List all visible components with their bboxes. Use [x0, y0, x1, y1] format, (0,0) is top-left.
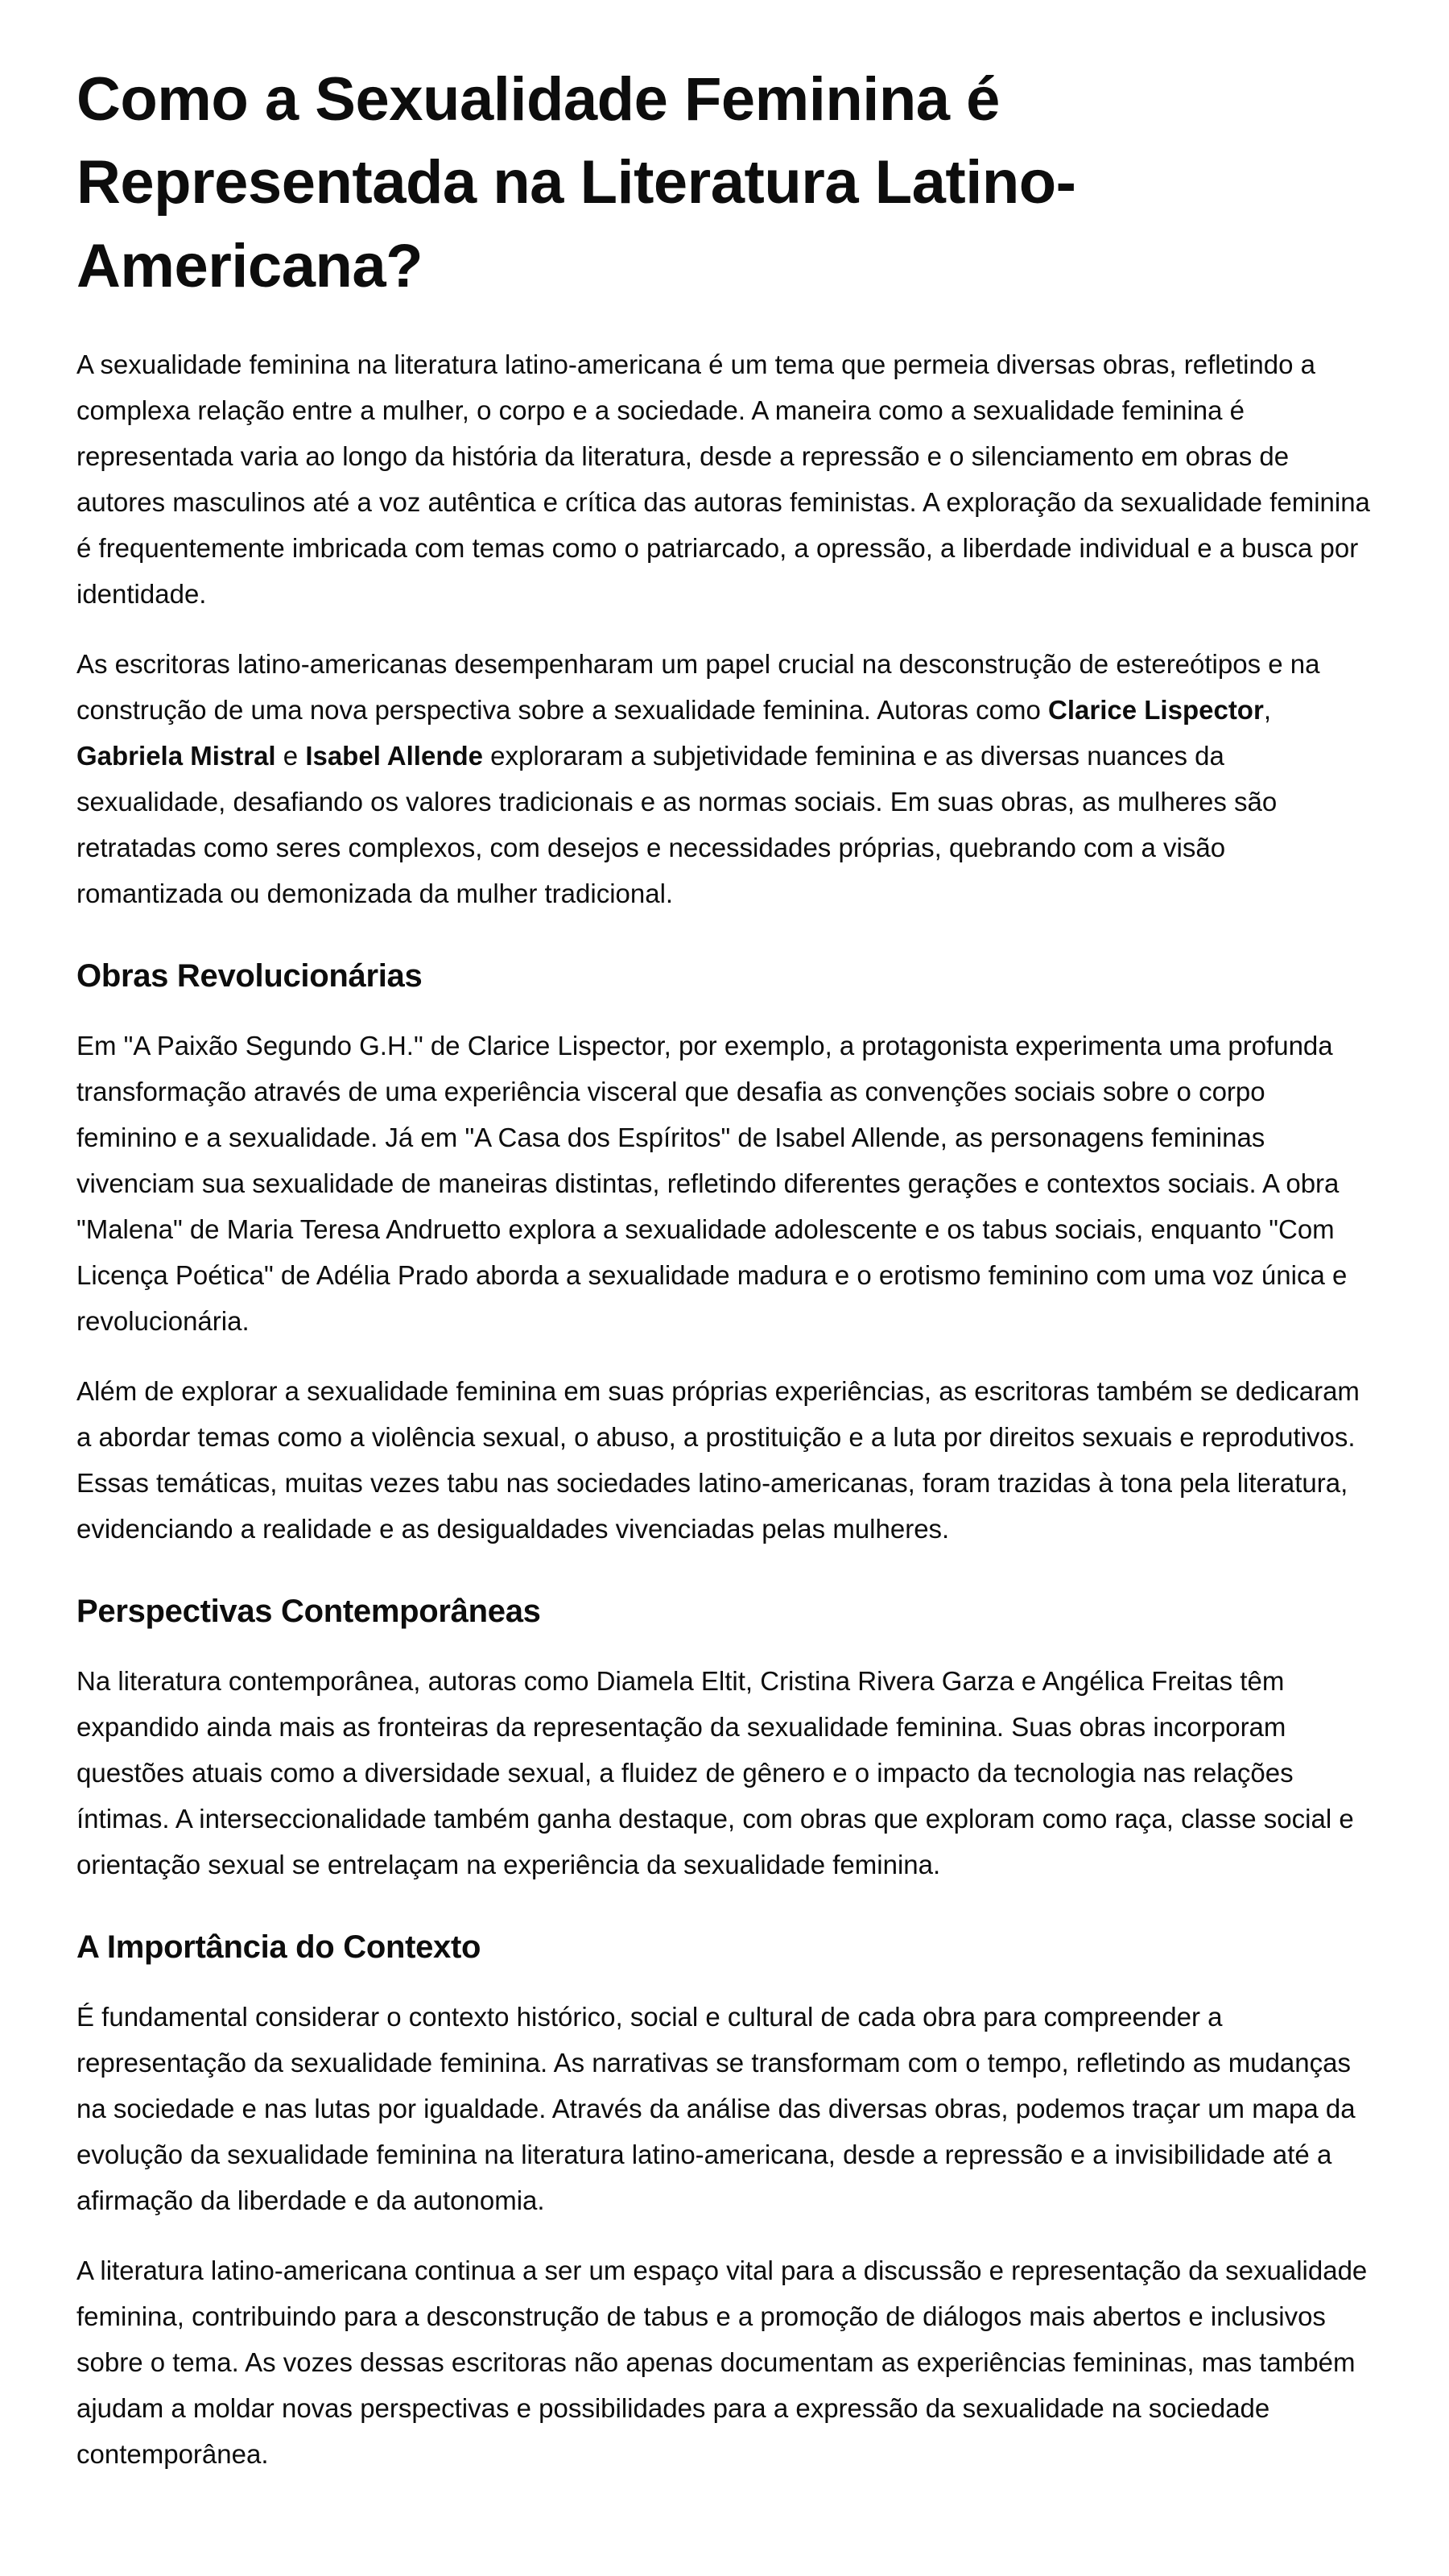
text-run: exploraram a subjetividade feminina e as diversas nuances da sexualidade, desafiando os valores tradicionais e as normas sociais. Em suas obras, as mulheres são retratadas como seres complexos, com desejos e necessidades próprias, quebrando com a visão romantizada ou demonizada da mulher tradicional. — [76, 741, 1278, 909]
paragraph — [76, 341, 1373, 617]
text-run: Na literatura contemporânea, autoras como Diamela Eltit, Cristina Rivera Garza e Angélica Freitas têm expandido ainda mais as fronteiras da representação da sexualidade feminina. Suas obras incorporam questões atuais como a diversidade sexual, a fluidez de gênero e o impacto da tecnologia nas relações íntimas. A interseccionalidade também ganha destaque, com obras que exploram como raça, classe social e orientação sexual se entrelaçam na experiência da sexualidade feminina. — [76, 1666, 1354, 1880]
section-heading: Perspectivas Contemporâneas — [76, 1594, 541, 1630]
page-title: Como a Sexualidade Feminina é Representada na Literatura Latino-Americana? — [76, 65, 1076, 300]
text-run: Em "A Paixão Segundo G.H." de Clarice Lispector, por exemplo, a protagonista experimenta uma profunda transformação através de uma experiência visceral que desafia as convenções sociais sobre o corpo feminino e a sexualidade. Já em "A Casa dos Espíritos" de Isabel Allende, as personagens femininas vivenciam sua sexualidade de maneiras distintas, refletindo diferentes gerações e contextos sociais. A obra "Malena" de Maria Teresa Andruetto explora a sexualidade adolescente e os tabus sociais, enquanto "Com Licença Poética" de Adélia Prado aborda a sexualidade madura e o erotismo feminino com uma voz única e revolucionária. — [76, 1031, 1348, 1337]
text-run: , — [1263, 695, 1271, 726]
text-run: Além de explorar a sexualidade feminina em suas próprias experiências, as escritoras também se dedicaram a abordar temas como a violência sexual, o abuso, a prostituição e a luta por direitos sexuais e reprodutivos. Essas temáticas, muitas vezes tabu nas sociedades latino-americanas, foram trazidas à tona pela literatura, evidenciando a realidade e as desigualdades vivenciadas pelas mulheres. — [76, 1376, 1360, 1544]
paragraph — [76, 1658, 1373, 1888]
paragraph — [76, 1994, 1373, 2223]
text-run: A sexualidade feminina na literatura latino-americana é um tema que permeia diversas obras, refletindo a complexa relação entre a mulher, o corpo e a sociedade. A maneira como a sexualidade feminina é representada varia ao longo da história da literatura, desde a repressão e o silenciamento em obras de autores masculinos até a voz autêntica e crítica das autoras feministas. A exploração da sexualidade feminina é frequentemente imbricada com temas como o patriarcado, a opressão, a liberdade individual e a busca por identidade. — [76, 349, 1370, 610]
paragraph — [76, 2247, 1373, 2477]
text-run: e — [275, 741, 306, 771]
text-run: A literatura latino-americana continua a ser um espaço vital para a discussão e representação da sexualidade feminina, contribuindo para a desconstrução de tabus e a promoção de diálogos mais abertos e inclusivos sobre o tema. As vozes dessas escritoras não apenas documentam as experiências femininas, mas também ajudam a moldar novas perspectivas e possibilidades para a expressão da sexualidade na sociedade contemporânea. — [76, 2256, 1368, 2470]
bold-text: Isabel Allende — [305, 741, 483, 771]
section-heading: Obras Revolucionárias — [76, 958, 423, 994]
paragraph — [76, 1368, 1373, 1552]
paragraph — [76, 1023, 1373, 1344]
bold-text: Clarice Lispector — [1048, 695, 1264, 726]
text-run: As escritoras latino-americanas desempenharam um papel crucial na desconstrução de estereótipos e na construção de uma nova perspectiva sobre a sexualidade feminina. Autoras como — [76, 649, 1320, 726]
paragraph — [76, 641, 1373, 916]
article-page — [0, 58, 1449, 2576]
section-heading: A Importância do Contexto — [76, 1929, 481, 1966]
article-body — [76, 341, 1373, 2477]
bold-text: Gabriela Mistral — [76, 741, 276, 771]
text-run: É fundamental considerar o contexto histórico, social e cultural de cada obra para compreender a representação da sexualidade feminina. As narrativas se transformam com o tempo, refletindo as mudanças na sociedade e nas lutas por igualdade. Através da análise das diversas obras, podemos traçar um mapa da evolução da sexualidade feminina na literatura latino-americana, desde a repressão e a invisibilidade até a afirmação da liberdade e da autonomia. — [76, 2002, 1356, 2216]
